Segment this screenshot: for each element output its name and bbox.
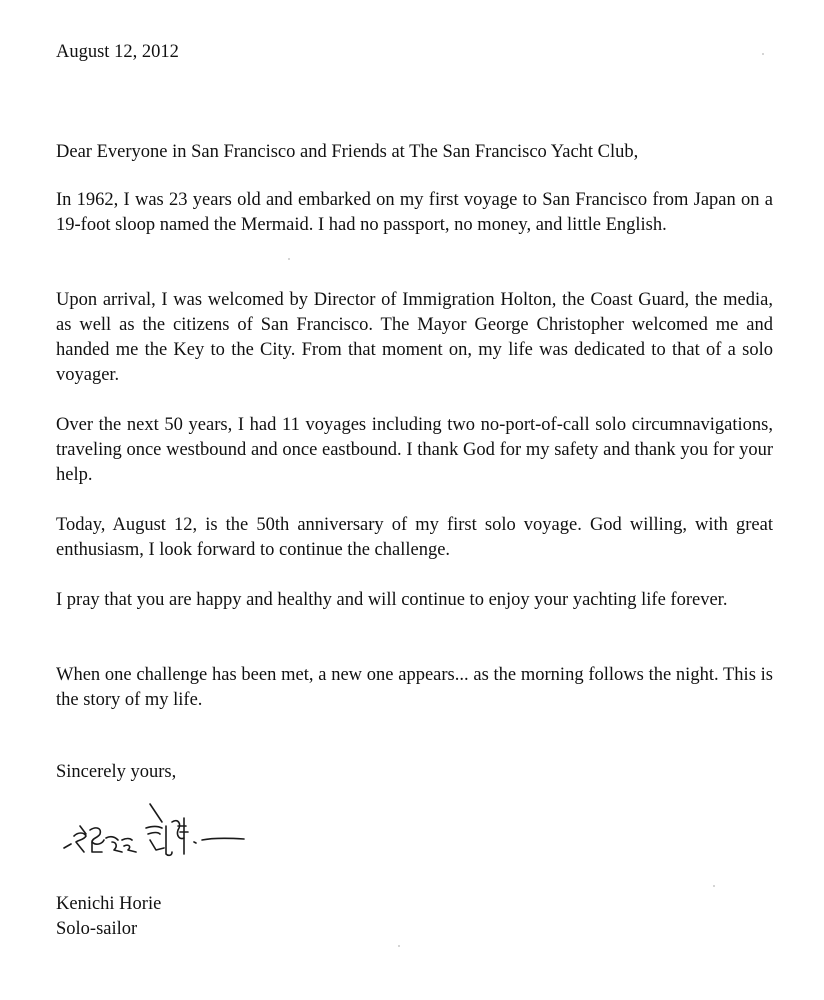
letter-paragraph-4: Today, August 12, is the 50th anniversary of my first solo voyage. God willing, with great enthusiasm, I look forward to continue the challenge. [56, 515, 773, 560]
signer-name: Kenichi Horie [56, 894, 162, 914]
letter-paragraph-1: In 1962, I was 23 years old and embarked on my first voyage to San Francisco from Japan on a 19-foot sloop named the Mermaid. I had no passport, no money, and little English. [56, 190, 773, 235]
letter-paragraph-5: I pray that you are happy and healthy and will continue to enjoy your yachting life forever. [56, 590, 728, 610]
letter-paragraph-3: Over the next 50 years, I had 11 voyages including two no-port-of-call solo circumnavigations, traveling once westbound and once eastbound. I thank God for my safety and thank you for your help. [56, 415, 773, 485]
scan-speck [762, 53, 764, 55]
letter-paragraph-6: When one challenge has been met, a new one appears... as the morning follows the night. This is the story of my life. [56, 665, 773, 710]
letter-salutation: Dear Everyone in San Francisco and Friends at The San Francisco Yacht Club, [56, 142, 639, 162]
handwritten-signature [62, 796, 247, 868]
scan-speck [398, 945, 400, 947]
letter-paragraph-2: Upon arrival, I was welcomed by Director of Immigration Holton, the Coast Guard, the media, as well as the citizens of San Francisco. The Mayor George Christopher welcomed me and handed me the Key to the City. From that moment on, my life was dedicated to that of a solo voyager. [56, 290, 773, 385]
scan-speck [713, 885, 715, 887]
letter-date: August 12, 2012 [56, 42, 179, 62]
signer-title: Solo-sailor [56, 919, 138, 939]
letter-closing: Sincerely yours, [56, 762, 177, 782]
scan-speck [288, 258, 290, 260]
